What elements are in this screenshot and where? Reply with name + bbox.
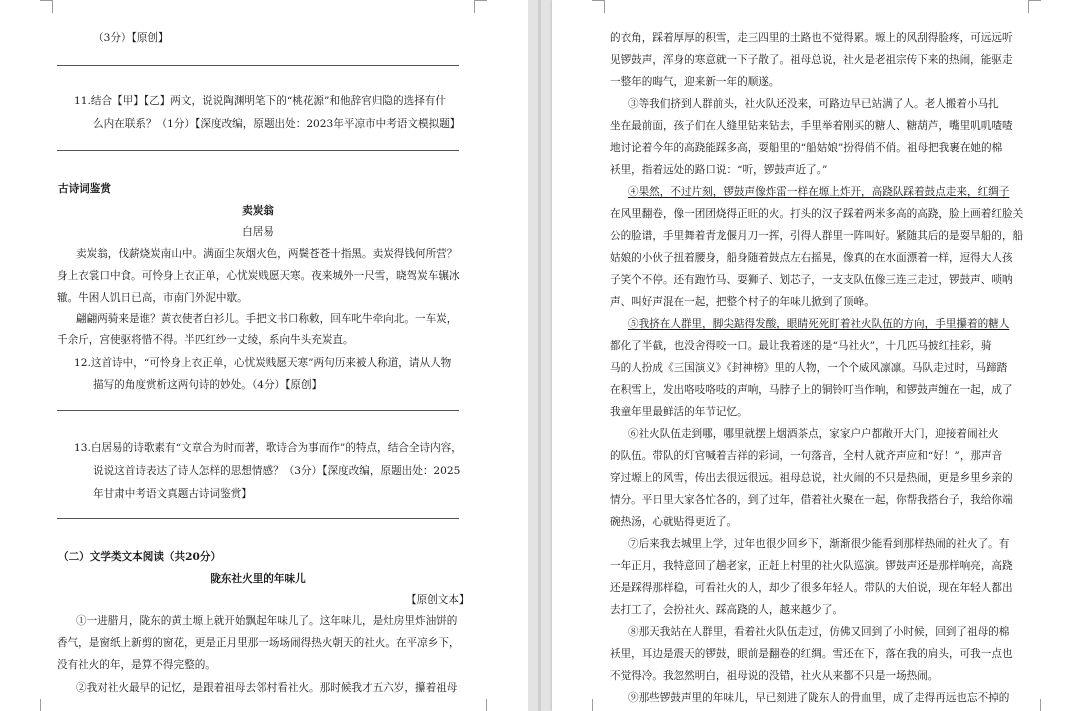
answer-line <box>57 410 459 411</box>
underlined-sentence-line: ④果然，不过片刻，锣鼓声像炸雷一样在塬上炸开，高跷队踩着鼓点走来，红绸子 <box>628 186 1010 198</box>
article-paragraph-line: 不觉得冷。我忽然明白，祖母说的没错，社火从来都不只是一场热闹。 <box>610 670 939 682</box>
article-paragraph-line: 碗热汤，心就贴得更近了。 <box>610 516 738 528</box>
article-paragraph-line: ⑥社火队伍走到哪，哪里就摆上烟酒茶点，家家户户都敞开大门，迎接着闹社火 <box>628 428 999 440</box>
question-13-line-1: 13.白居易的诗歌素有“文章合为时而著，歌诗合为事而作”的特点，结合全诗内容， <box>74 442 462 454</box>
article-title: 陇东社火里的年味儿 <box>210 573 306 585</box>
article-paragraph-line: 坐在最前面，孩子们在人缝里钻来钻去，手里举着刚买的糖人、糖葫芦，嘴里叽叽喳喳 <box>610 120 1013 132</box>
page-corner-mark <box>1028 699 1041 711</box>
article-paragraph-line: ⑧那天我站在人群里，看着社火队伍走过，仿佛又回到了小时候，回到了祖母的棉 <box>628 626 1010 638</box>
article-paragraph-line: 在风里翻卷，像一团团烧得正旺的火。打头的汉子踩着两米多高的高跷，脸上画着红脸关 <box>610 208 1024 220</box>
document-page-left <box>0 0 528 711</box>
poem-title: 卖炭翁 <box>242 205 274 217</box>
article-paragraph-line: ⑨那些锣鼓声里的年味儿，早已刻进了陇东人的骨血里，成了走得再远也忘不掉的 <box>628 692 1010 704</box>
article-paragraph-line: 姑娘的小伙子扭着腰身，船身随着鼓点左右摇晃，像真的在水面漂着一样，逗得大人孩 <box>610 252 1013 264</box>
article-paragraph-line: 公的脸谱，手里舞着青龙偃月刀一挥，引得人群里一阵叫好。紧随其后的是耍旱船的，船 <box>610 230 1024 242</box>
article-paragraph-line: 还是踩得那样稳，可看社火的人，却少了很多年轻人。带队的大伯说，现在年轻人都出 <box>610 582 1013 594</box>
question-13-line-3: 年甘肃中考语文真题古诗词鉴赏】 <box>93 488 252 500</box>
article-paragraph-line: ②我对社火最早的记忆，是跟着祖母去邻村看社火。那时候我才五六岁，攥着祖母 <box>76 682 458 694</box>
page-corner-mark <box>592 699 605 711</box>
page-corner-mark <box>474 0 487 13</box>
page-gap-scrollbar[interactable] <box>528 0 552 711</box>
question-11-line-1: 11.结合【甲】【乙】两文，说说陶渊明笔下的“桃花源”和他辞官归隐的选择有什 <box>74 95 446 107</box>
article-paragraph-line: 马的人扮成《三国演义》《封神榜》里的人物，一个个威风凛凛。马队走过时，马蹄踏 <box>610 362 1008 374</box>
article-source-tag: 【原创文本】 <box>406 594 470 606</box>
article-paragraph-line: ③等我们挤到人群前头，社火队还没来，可路边早已站满了人。老人搬着小马扎 <box>628 98 999 110</box>
poem-line: 卖炭翁，伐薪烧炭南山中。满面尘灰烟火色，两鬓苍苍十指黑。卖炭得钱何所营？ <box>76 248 458 260</box>
article-paragraph-line: 的衣角，踩着厚厚的积雪，走三四里的土路也不觉得累。塬上的风刮得脸疼，可远远听 <box>610 32 1013 44</box>
page-corner-mark <box>474 699 487 711</box>
question-12-line-2: 描写的角度赏析这两句诗的妙处。（4分）【原创】 <box>93 379 323 391</box>
underlined-sentence-line: ⑤我挤在人群里，脚尖踮得发酸，眼睛死死盯着社火队伍的方向，手里攥着的糖人 <box>628 318 1010 330</box>
question-13-line-2: 说说这首诗表达了诗人怎样的思想情感？（3分）【深度改编，原题出处：2025 <box>93 465 461 477</box>
article-paragraph-line: 在积雪上，发出咯吱咯吱的声响，马脖子上的铜铃叮当作响，和锣鼓声缠在一起，成了 <box>610 384 1013 396</box>
article-paragraph-line: 去打工了，会扮社火、踩高跷的人，越来越少了。 <box>610 604 844 616</box>
question-12-line-1: 12.这首诗中，“可怜身上衣正单，心忧炭贱愿天寒”两句历来被人称道，请从人物 <box>74 357 452 369</box>
poem-line: 翩翩两骑来是谁？黄衣使者白衫儿。手把文书口称敕，回车叱牛牵向北。一车炭， <box>76 313 458 325</box>
page-corner-mark <box>592 0 605 13</box>
article-paragraph-line: 见锣鼓声，浑身的寒意就一下子散了。祖母总说，社火是老祖宗传下来的热闹，能驱走 <box>610 54 1013 66</box>
article-paragraph-line: 情分。平日里大家各忙各的，到了过年，借着社火聚在一起，你帮我搭台子，我给你端 <box>610 494 1013 506</box>
article-paragraph-line: ⑦后来我去城里上学，过年也很少回乡下，渐渐很少能看到那样热闹的社火了。有 <box>628 538 1010 550</box>
article-paragraph-line: 子笑个不停。还有跑竹马、耍狮子、划芯子，一支支队伍像三连三走过，锣鼓声、唢呐 <box>610 274 1013 286</box>
section-heading-poetry: 古诗词鉴赏 <box>58 183 111 195</box>
article-paragraph-line: 声、叫好声混在一起，把整个村子的年味儿掀到了顶峰。 <box>610 296 875 308</box>
article-paragraph-line: 没有社火的年，是算不得完整的。 <box>57 659 216 671</box>
answer-line <box>57 518 459 519</box>
answer-line <box>57 65 459 66</box>
article-paragraph-line: 袄里，指着远处的路口说：“听，锣鼓声近了。” <box>610 164 828 176</box>
page-corner-mark <box>1028 0 1041 13</box>
poem-line: 千余斤，宫使驱将惜不得。半匹红纱一丈绫，系向牛头充炭直。 <box>57 334 354 346</box>
article-paragraph-line: 一整年的晦气，迎来新一年的顺遂。 <box>610 76 780 88</box>
article-paragraph-line: ①一进腊月，陇东的黄土塬上就开始飘起年味儿了。这年味儿，是灶房里炸油饼的 <box>76 615 458 627</box>
article-paragraph-line: 的队伍。带队的灯官喊着吉祥的彩词，一句落音，全村人就齐声应和“好！”，那声音 <box>610 450 1003 462</box>
document-page-right <box>552 0 1080 711</box>
poem-author: 白居易 <box>242 226 274 238</box>
article-paragraph-line: 都化了半截，也没舍得咬一口。最让我着迷的是“马社火”，十几匹马披红挂彩，骑 <box>610 340 992 352</box>
page-corner-mark <box>40 699 53 711</box>
article-paragraph-line: 我童年里最鲜活的年节记忆。 <box>610 406 748 418</box>
article-paragraph-line: 袄里，耳边是震天的锣鼓，眼前是翻卷的红绸。雪还在下，落在我的肩头，可我一点也 <box>610 648 1013 660</box>
poem-line: 身上衣裳口中食。可怜身上衣正单，心忧炭贱愿天寒。夜来城外一尺雪，晓驾炭车辗冰 <box>57 270 460 282</box>
page-gap-bar <box>538 0 541 711</box>
poem-line: 辙。牛困人饥日已高，市南门外泥中歇。 <box>57 292 248 304</box>
article-paragraph-line: 地讨论着今年的高跷能踩多高，耍船里的“船姑娘”扮得俏不俏。祖母把我裹在她的棉 <box>610 142 1003 154</box>
answer-line <box>57 150 459 151</box>
article-paragraph-line: 穿过塬上的风雪，传出去很远很远。祖母总说，社火闹的不只是热闹，更是乡里乡亲的 <box>610 472 1013 484</box>
question-10-tail: （3分）【原创】 <box>93 32 169 44</box>
article-paragraph-line: 一年正月，我特意回了趟老家，正赶上村里的社火队巡演。锣鼓声还是那样响亮，高跷 <box>610 560 1013 572</box>
section-heading-literature: （二）文学类文本阅读（共20分） <box>58 551 222 563</box>
article-paragraph-line: 香气，是窗纸上新剪的窗花，更是正月里那一场场闹得热火朝天的社火。在平凉乡下， <box>57 637 460 649</box>
question-11-line-2: 么内在联系？（1分）【深度改编，原题出处：2023年平凉市中考语文模拟题】 <box>93 118 461 130</box>
page-corner-mark <box>40 0 53 13</box>
